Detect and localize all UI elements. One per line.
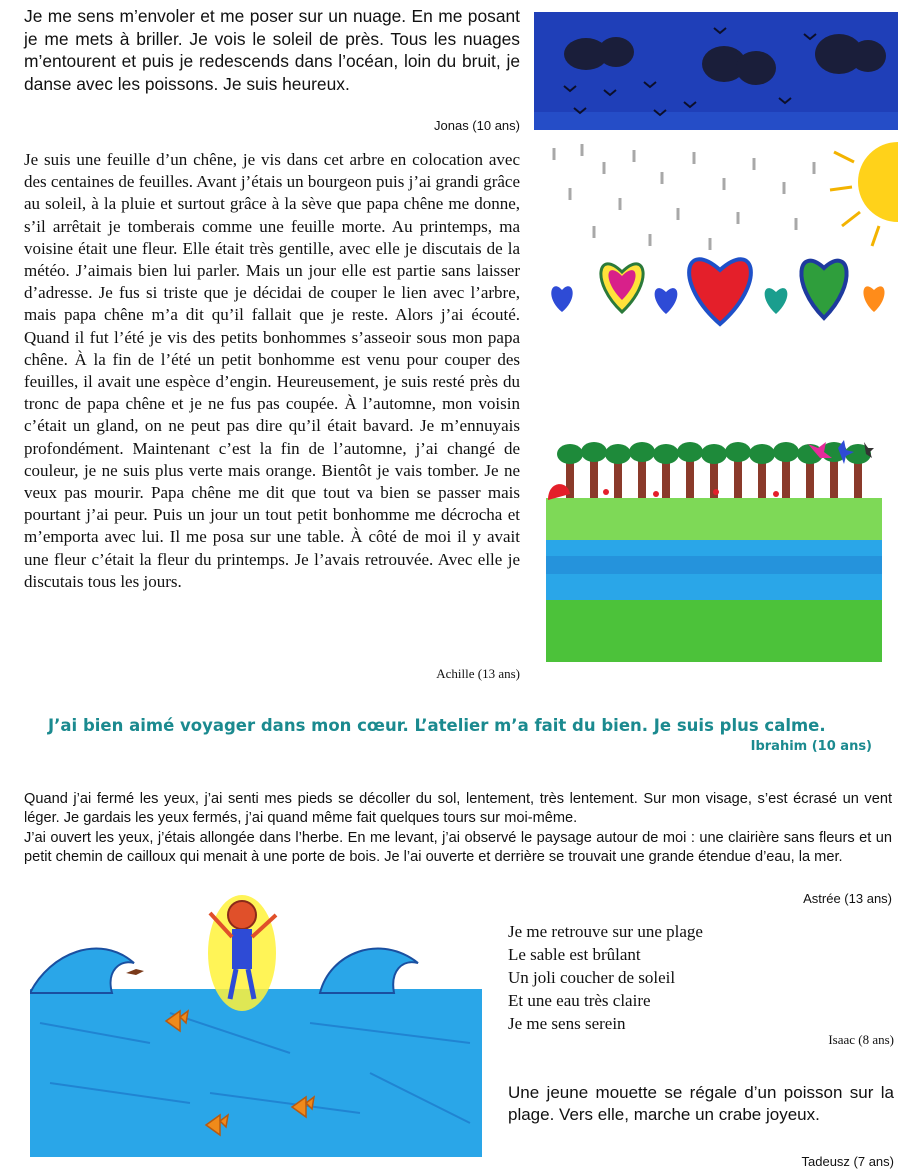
rain-drops	[554, 144, 814, 250]
hearts	[551, 259, 884, 324]
isaac-line-3: Un joli coucher de soleil	[508, 968, 676, 987]
ibrahim-quote: J’ai bien aimé voyager dans mon cœur. L’atelier m’a fait du bien. Je suis plus calme.	[48, 716, 826, 735]
isaac-line-2: Le sable est brûlant	[508, 945, 641, 964]
sea	[30, 989, 482, 1157]
isaac-signature: Isaac (8 ans)	[828, 1032, 894, 1047]
tadeusz-signature: Tadeusz (7 ans)	[801, 1154, 894, 1169]
astree-paragraph-2: J’ai ouvert les yeux, j’étais allongée dans l’herbe. En me levant, j’ai observé le paysage autour de moi : une clairière sans fleurs et un petit chemin de cailloux qui menait à une porte de bois. Je l’ai ouverte et derrière se trouvait une grande étendue d’eau, la mer.	[24, 829, 892, 865]
jonas-text: Je me sens m’envoler et me poser sur un nuage. En me posant je me mets à briller. Je vois le soleil de près. Tous les nuages m’entourent et puis je redescends dans l’océan, loin du bruit, je danse avec les poissons. Je suis heureux.	[24, 6, 520, 94]
tadeusz-text: Une jeune mouette se régale d’un poisson sur la plage. Vers elle, marche un crabe joyeux.	[508, 1083, 894, 1125]
isaac-poem	[508, 920, 896, 1035]
achille-signature: Achille (13 ans)	[436, 666, 520, 681]
achille-text: Je suis une feuille d’un chêne, je vis dans cet arbre en colocation avec des centaines de feuilles. Avant j’étais un bourgeon puis j’ai grandi grâce au soleil, à la pluie et surtout grâce à la sève que papa chêne me donne, s’il arrêtait je tomberais comme une feuille morte. Au printemps, ma voisine était une fleur. Elle était très gentille, avec elle je discutais de la météo. J’aimais bien lui parler. Mais un jour elle est partie sans laisser d’adresse. Je fus si triste que je décidai de couper le lien avec l’arbre, mais papa chêne m’a dit qu’il fallait que je reste. Alors j’ai écouté. Quand il fut l’été je vis des petits bonhommes s’asseoir sous mon papa chêne. À la fin de l’été un petit bonhomme est venu pour couper des feuilles, il avait une espèce d’engin. Heureusement, je suis resté près du tronc de papa chêne et je ne fus pas coupée. À l’automne, mon voisin c’était un gland, on ne peut pas dire qu’il était bavard. Je m’ennuyais profondément. Maintenant c’est la fin de l’automne, j’ai changé de couleur, je ne suis plus verte mais orange. Bientôt je vais tomber. Je ne veux pas mourir. Papa chêne me dit que tout va bien se passer mais pourtant j’ai peur. Puis un jour un tout petit bonhomme me décrocha et m’emporta avec lui. Il me posa sur une table. À côté de moi il y avait une fleur c’était la fleur du printemps. Je l’avais retrouvée. Avec elle je discutais tous les jours.	[24, 150, 520, 591]
isaac-line-1: Je me retrouve sur une plage	[508, 922, 703, 941]
isaac-line-4: Et une eau très claire	[508, 991, 651, 1010]
bird	[126, 969, 144, 975]
grass-top	[546, 498, 882, 540]
child	[208, 895, 276, 1011]
isaac-line-5: Je me sens serein	[508, 1014, 626, 1033]
wave-left	[30, 949, 134, 993]
drawing-sea-child	[30, 893, 482, 1157]
astree-signature: Astrée (13 ans)	[803, 891, 892, 906]
sun	[858, 142, 898, 222]
drawing-sky-hearts	[534, 12, 898, 328]
grass-bottom	[546, 600, 882, 662]
wave-right	[320, 949, 418, 993]
drawing-river-forest	[546, 436, 882, 662]
astree-paragraph-1: Quand j’ai fermé les yeux, j’ai senti mes pieds se décoller du sol, lentement, très lentement. Sur mon visage, s’est écrasé un vent léger. Je gardais les yeux fermés, j’ai quand même fait quelques tours sur moi-même.	[24, 791, 892, 827]
astree-text	[24, 790, 892, 867]
ibrahim-signature: Ibrahim (10 ans)	[750, 739, 872, 754]
jonas-signature: Jonas (10 ans)	[434, 118, 520, 133]
